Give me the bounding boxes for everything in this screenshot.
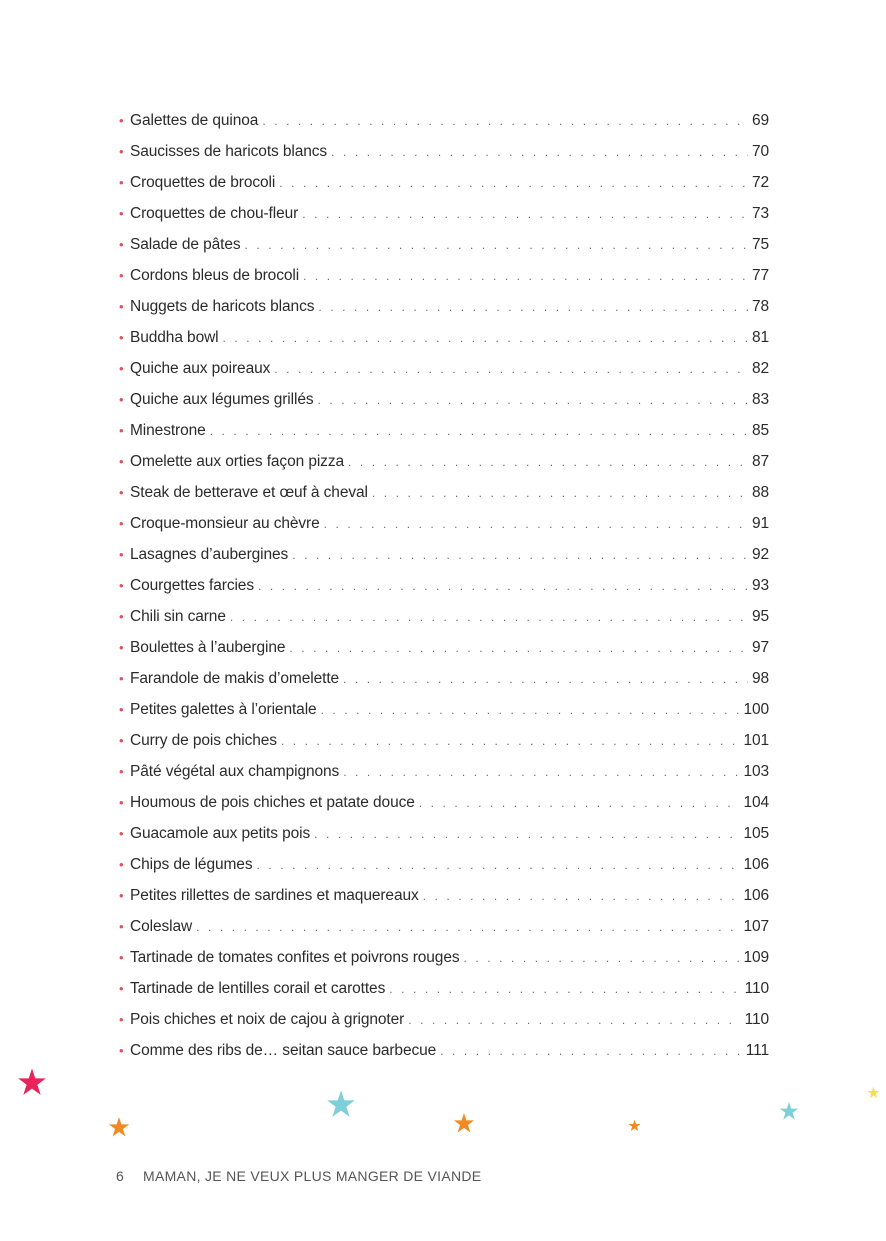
entry-page-number: 73 xyxy=(751,205,769,222)
toc-entry xyxy=(119,1042,769,1073)
toc-entry xyxy=(119,236,769,267)
bullet-icon: • xyxy=(119,268,124,283)
toc-entry xyxy=(119,856,769,887)
bullet-icon: • xyxy=(119,516,124,531)
entry-page-number: 69 xyxy=(751,112,769,129)
entry-page-number: 93 xyxy=(751,577,769,594)
bullet-icon: • xyxy=(119,919,124,934)
entry-title: Tartinade de tomates confites et poivrons rouges xyxy=(130,949,460,966)
dot-leader xyxy=(245,238,748,252)
star-icon xyxy=(779,1101,799,1121)
bullet-icon: • xyxy=(119,764,124,779)
star-icon xyxy=(108,1116,130,1138)
bullet-icon: • xyxy=(119,485,124,500)
toc-entry xyxy=(119,143,769,174)
dot-leader xyxy=(274,362,748,376)
dot-leader xyxy=(262,114,748,128)
entry-page-number: 109 xyxy=(743,949,769,966)
dot-leader xyxy=(423,889,740,903)
toc-entry xyxy=(119,825,769,856)
bullet-icon: • xyxy=(119,671,124,686)
entry-page-number: 75 xyxy=(751,236,769,253)
entry-title: Tartinade de lentilles corail et carottes xyxy=(130,980,386,997)
bullet-icon: • xyxy=(119,578,124,593)
entry-title: Steak de betterave et œuf à cheval xyxy=(130,484,368,501)
bullet-icon: • xyxy=(119,392,124,407)
entry-title: Omelette aux orties façon pizza xyxy=(130,453,345,470)
toc-entry xyxy=(119,887,769,918)
bullet-icon: • xyxy=(119,826,124,841)
dot-leader xyxy=(210,424,748,438)
bullet-icon: • xyxy=(119,640,124,655)
entry-page-number: 87 xyxy=(751,453,769,470)
bullet-icon: • xyxy=(119,981,124,996)
toc-entry xyxy=(119,577,769,608)
dot-leader xyxy=(279,176,748,190)
bullet-icon: • xyxy=(119,175,124,190)
entry-page-number: 78 xyxy=(751,298,769,315)
entry-title: Lasagnes d’aubergines xyxy=(130,546,289,563)
bullet-icon: • xyxy=(119,1012,124,1027)
toc-entry xyxy=(119,732,769,763)
dot-leader xyxy=(321,703,740,717)
toc-entry xyxy=(119,794,769,825)
dot-leader xyxy=(343,765,739,779)
entry-title: Quiche aux légumes grillés xyxy=(130,391,314,408)
entry-page-number: 92 xyxy=(751,546,769,563)
bullet-icon: • xyxy=(119,857,124,872)
toc-entry xyxy=(119,329,769,360)
running-title: MAMAN, JE NE VEUX PLUS MANGER DE VIANDE xyxy=(143,1168,482,1184)
entry-title: Curry de pois chiches xyxy=(130,732,277,749)
dot-leader xyxy=(289,641,748,655)
dot-leader xyxy=(292,548,748,562)
toc-entry xyxy=(119,639,769,670)
dot-leader xyxy=(331,145,748,159)
entry-page-number: 101 xyxy=(743,732,769,749)
dot-leader xyxy=(318,300,748,314)
entry-page-number: 110 xyxy=(744,980,769,997)
toc-entry xyxy=(119,422,769,453)
entry-title: Croquettes de brocoli xyxy=(130,174,276,191)
bullet-icon: • xyxy=(119,113,124,128)
entry-title: Petites rillettes de sardines et maquereaux xyxy=(130,887,419,904)
bullet-icon: • xyxy=(119,795,124,810)
dot-leader xyxy=(372,486,748,500)
toc-entry xyxy=(119,298,769,329)
toc-entry xyxy=(119,949,769,980)
entry-page-number: 107 xyxy=(743,918,769,935)
entry-page-number: 72 xyxy=(751,174,769,191)
entry-title: Pâté végétal aux champignons xyxy=(130,763,340,780)
star-icon xyxy=(453,1112,475,1134)
dot-leader xyxy=(258,579,748,593)
entry-page-number: 111 xyxy=(745,1042,769,1059)
toc-entry xyxy=(119,267,769,298)
bullet-icon: • xyxy=(119,361,124,376)
dot-leader xyxy=(324,517,748,531)
entry-title: Minestrone xyxy=(130,422,206,439)
entry-title: Coleslaw xyxy=(130,918,193,935)
dot-leader xyxy=(318,393,748,407)
toc-entry xyxy=(119,670,769,701)
dot-leader xyxy=(419,796,740,810)
entry-title: Chili sin carne xyxy=(130,608,226,625)
toc-entry xyxy=(119,360,769,391)
dot-leader xyxy=(343,672,748,686)
toc-entry xyxy=(119,546,769,577)
entry-title: Courgettes farcies xyxy=(130,577,254,594)
entry-page-number: 95 xyxy=(751,608,769,625)
entry-title: Farandole de makis d’omelette xyxy=(130,670,340,687)
dot-leader xyxy=(196,920,739,934)
star-icon xyxy=(326,1089,356,1119)
page-footer xyxy=(116,1168,481,1184)
entry-title: Saucisses de haricots blancs xyxy=(130,143,328,160)
dot-leader xyxy=(464,951,740,965)
entry-title: Comme des ribs de… seitan sauce barbecue xyxy=(130,1042,437,1059)
toc-entry xyxy=(119,701,769,732)
bullet-icon: • xyxy=(119,547,124,562)
toc-entry xyxy=(119,763,769,794)
entry-page-number: 85 xyxy=(751,422,769,439)
dot-leader xyxy=(230,610,748,624)
entry-title: Petites galettes à l’orientale xyxy=(130,701,317,718)
toc-entry xyxy=(119,608,769,639)
dot-leader xyxy=(348,455,748,469)
dot-leader xyxy=(223,331,748,345)
page-number: 6 xyxy=(116,1168,125,1184)
dot-leader xyxy=(256,858,739,872)
entry-page-number: 106 xyxy=(743,887,769,904)
toc-entry xyxy=(119,918,769,949)
star-icon xyxy=(17,1067,47,1097)
entry-page-number: 104 xyxy=(743,794,769,811)
dot-leader xyxy=(281,734,740,748)
entry-title: Cordons bleus de brocoli xyxy=(130,267,300,284)
dot-leader xyxy=(440,1044,742,1058)
entry-title: Boulettes à l’aubergine xyxy=(130,639,286,656)
entry-title: Chips de légumes xyxy=(130,856,253,873)
dot-leader xyxy=(302,207,748,221)
toc-entry xyxy=(119,980,769,1011)
entry-page-number: 82 xyxy=(751,360,769,377)
entry-title: Croque-monsieur au chèvre xyxy=(130,515,320,532)
bullet-icon: • xyxy=(119,144,124,159)
toc-entry xyxy=(119,1011,769,1042)
entry-page-number: 88 xyxy=(751,484,769,501)
entry-page-number: 81 xyxy=(751,329,769,346)
bullet-icon: • xyxy=(119,888,124,903)
entry-page-number: 105 xyxy=(743,825,769,842)
entry-page-number: 97 xyxy=(751,639,769,656)
entry-page-number: 77 xyxy=(751,267,769,284)
entry-title: Galettes de quinoa xyxy=(130,112,259,129)
bullet-icon: • xyxy=(119,609,124,624)
entry-page-number: 91 xyxy=(751,515,769,532)
bullet-icon: • xyxy=(119,237,124,252)
entry-page-number: 98 xyxy=(751,670,769,687)
bullet-icon: • xyxy=(119,950,124,965)
entry-page-number: 110 xyxy=(744,1011,769,1028)
table-of-contents xyxy=(119,112,769,1073)
dot-leader xyxy=(314,827,739,841)
entry-title: Croquettes de chou-fleur xyxy=(130,205,299,222)
toc-entry xyxy=(119,391,769,422)
entry-title: Buddha bowl xyxy=(130,329,219,346)
entry-page-number: 83 xyxy=(751,391,769,408)
entry-title: Houmous de pois chiches et patate douce xyxy=(130,794,415,811)
entry-title: Nuggets de haricots blancs xyxy=(130,298,315,315)
bullet-icon: • xyxy=(119,423,124,438)
dot-leader xyxy=(389,982,740,996)
entry-page-number: 100 xyxy=(743,701,769,718)
entry-page-number: 70 xyxy=(751,143,769,160)
dot-leader xyxy=(303,269,748,283)
entry-page-number: 106 xyxy=(743,856,769,873)
toc-entry xyxy=(119,205,769,236)
entry-page-number: 103 xyxy=(743,763,769,780)
bullet-icon: • xyxy=(119,299,124,314)
toc-entry xyxy=(119,484,769,515)
bullet-icon: • xyxy=(119,702,124,717)
toc-entry xyxy=(119,515,769,546)
toc-entry xyxy=(119,174,769,205)
entry-title: Pois chiches et noix de cajou à grignoter xyxy=(130,1011,405,1028)
star-icon xyxy=(867,1086,880,1099)
bullet-icon: • xyxy=(119,206,124,221)
bullet-icon: • xyxy=(119,733,124,748)
bullet-icon: • xyxy=(119,330,124,345)
star-icon xyxy=(628,1119,641,1132)
bullet-icon: • xyxy=(119,1043,124,1058)
toc-entry xyxy=(119,112,769,143)
bullet-icon: • xyxy=(119,454,124,469)
toc-entry xyxy=(119,453,769,484)
entry-title: Salade de pâtes xyxy=(130,236,241,253)
entry-title: Quiche aux poireaux xyxy=(130,360,271,377)
entry-title: Guacamole aux petits pois xyxy=(130,825,311,842)
dot-leader xyxy=(408,1013,740,1027)
